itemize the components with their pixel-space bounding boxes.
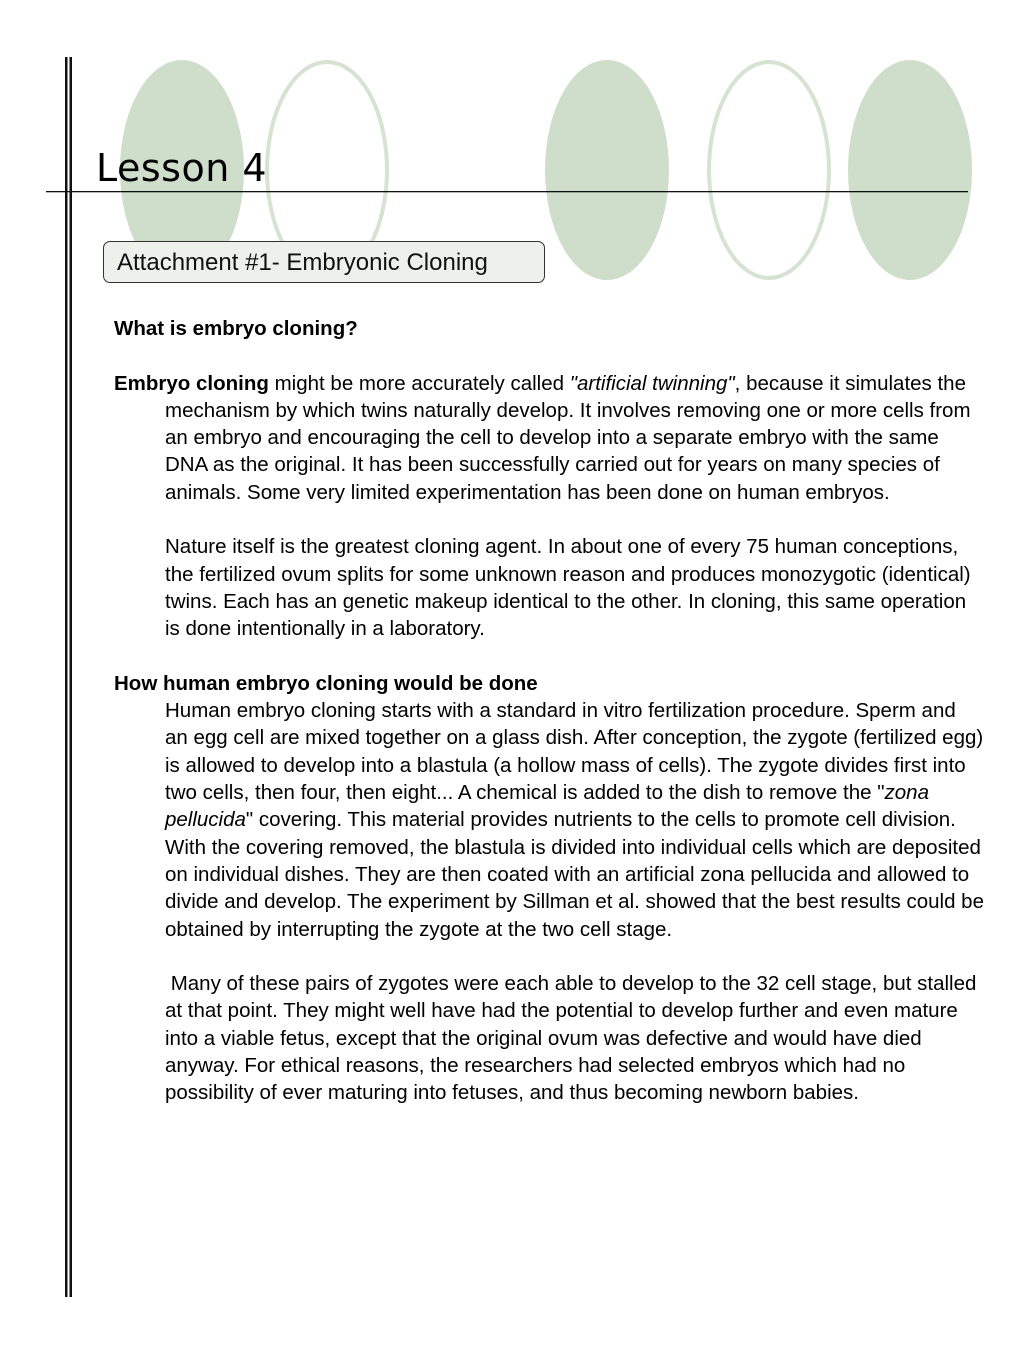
bold-term: Embryo cloning — [114, 371, 269, 395]
paragraph — [114, 697, 984, 943]
left-double-rule-outer — [65, 57, 68, 1297]
paragraph-text: , because it simulates the mechanism by which twins naturally develop. It involves removing one or more cells from an embryo and encouraging the cell to develop into a separate embryo with the same DNA as the original. It has been successfully carried out for years on many species of animals. Some very limited experimentation has been done on human embryos. — [165, 371, 971, 504]
paragraph — [114, 370, 984, 506]
section-heading: What is embryo cloning? — [114, 317, 358, 340]
attachment-title: Attachment #1- Embryonic Cloning — [117, 249, 488, 276]
decorative-ellipse-filled — [848, 60, 972, 280]
decorative-ellipse-outline — [709, 62, 829, 278]
decorative-ellipse-filled — [545, 60, 669, 280]
italic-term: zona pellucida — [165, 781, 929, 832]
paragraph-text: might be more accurately called — [268, 371, 570, 395]
document-body — [114, 315, 984, 1107]
left-double-rule-inner — [70, 57, 73, 1297]
paragraph-text: Human embryo cloning starts with a standard in vitro fertilization procedure. Sperm and an egg cell are mixed together on a glass dish. After conception, the zygote (fertilized egg) is allowed to develop into a blastula (a hollow mass of cells). The zygote divides first into two cells, then four, then eight... A chemical is added to the dish to remove the " — [165, 699, 984, 805]
italic-term: "artificial twinning" — [569, 371, 735, 395]
paragraph: Nature itself is the greatest cloning agent. In about one of every 75 human conceptions, the fertilized ovum splits for some unknown reason and produces monozygotic (identical) twins. Each has an genetic makeup identical to the other. In cloning, this same operation is done intentionally in a laboratory. — [165, 535, 971, 641]
lesson-title: Lesson 4 — [96, 146, 268, 190]
paragraph: Many of these pairs of zygotes were each able to develop to the 32 cell stage, but stalled at that point. They might well have had the potential to develop further and even mature into a viable fetus, except that the original ovum was defective and would have died anyway. For ethical reasons, the researchers had selected embryos which had no possibility of ever maturing into fetuses, and thus becoming newborn babies. — [165, 972, 983, 1105]
attachment-title-box — [103, 241, 545, 283]
section-heading: How human embryo cloning would be done — [114, 671, 538, 695]
paragraph-text: " covering. This material provides nutrients to the cells to promote cell division. With the covering removed, the blastula is divided into individual cells which are deposited on individual dishes. They are then coated with an artificial zona pellucida and allowed to divide and develop. The experiment by Sillman et al. showed that the best results could be obtained by interrupting the zygote at the two cell stage. — [165, 808, 984, 941]
